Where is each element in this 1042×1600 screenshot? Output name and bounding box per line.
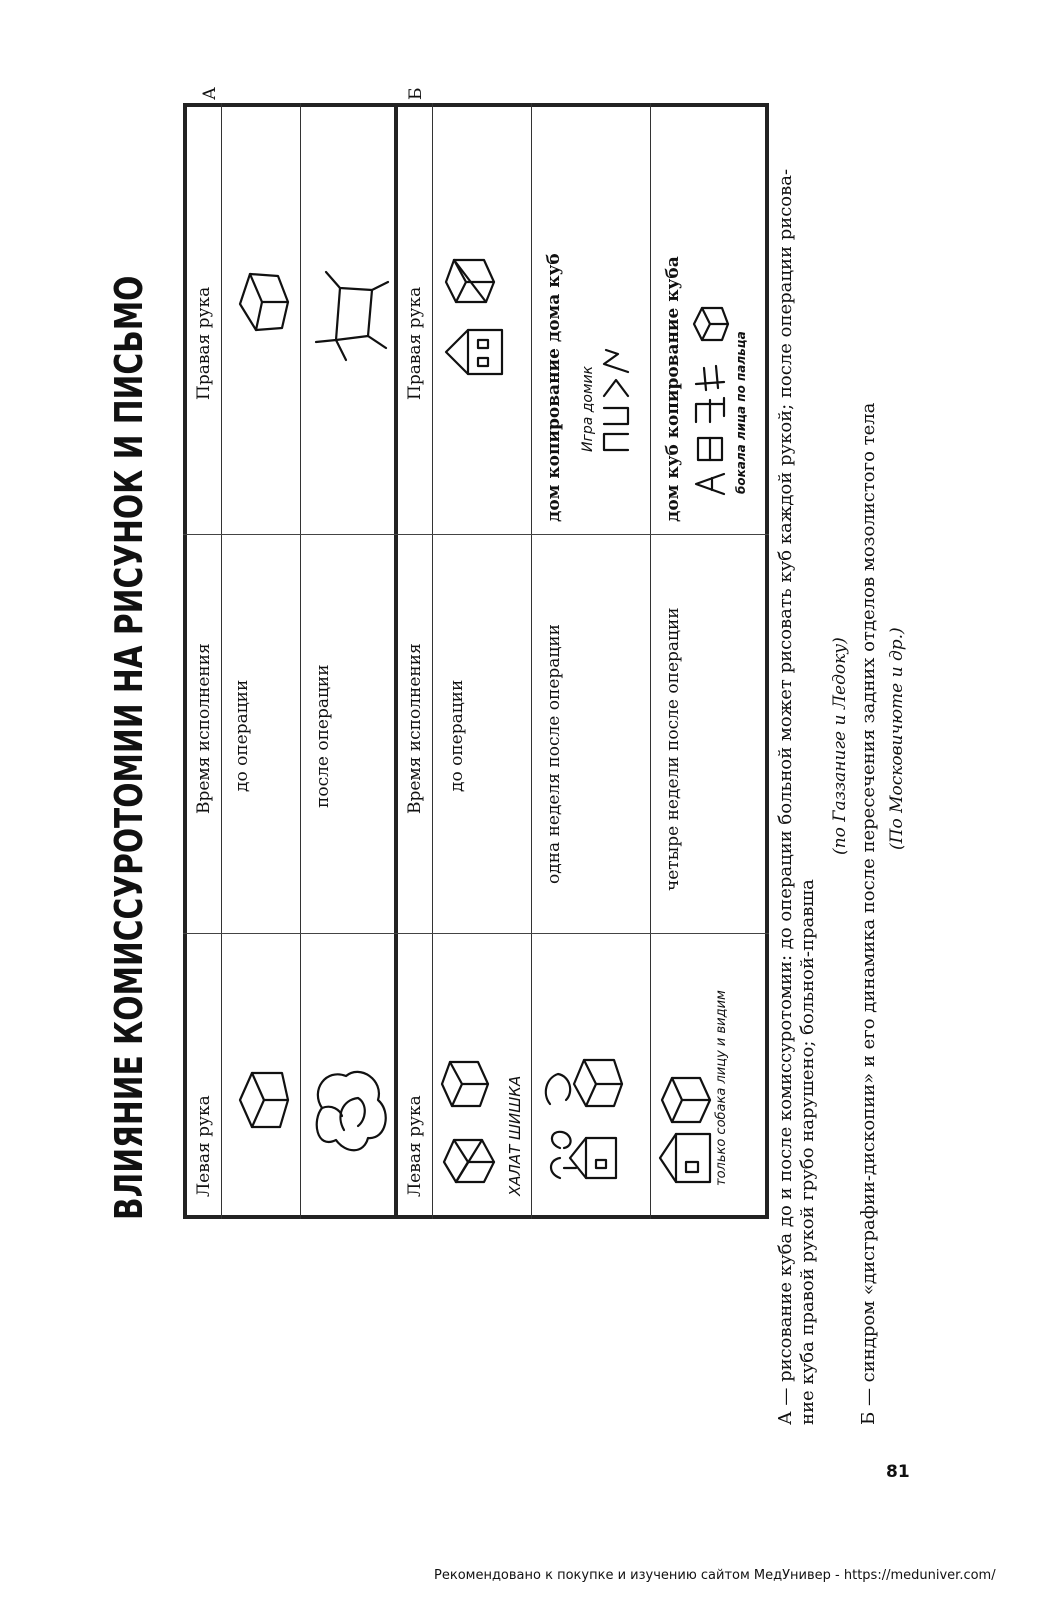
header-left-hand-b: Левая рука <box>405 1095 425 1197</box>
caption-b: Б — синдром «дисграфии-дископии» и его динамика после пересечения задних отделов мозолистого тела <box>858 402 879 1425</box>
header-time-b: Время исполнения <box>405 643 425 814</box>
source-a: (по Газзаниге и Ледоку) <box>830 637 850 855</box>
task-label-row2: дом копирование дома куб <box>544 253 564 522</box>
row-divider <box>650 103 651 1219</box>
column-divider <box>183 933 769 934</box>
task-label-row3: дом куб копирование куба <box>663 256 683 522</box>
house-left-b-four-weeks <box>656 1072 716 1192</box>
header-left-hand: Левая рука <box>194 1095 214 1197</box>
row-b-four-weeks: четыре недели после операции <box>663 607 683 891</box>
row-b-week: одна неделя после операции <box>544 623 564 884</box>
caption-a-line1: А — рисование куба до и после комиссуротомии: до операции больной может рисовать куб каждой рукой; после операции рисова- <box>775 168 796 1425</box>
section-a-label: А <box>200 87 220 100</box>
source-b: (По Московичюте и др.) <box>887 627 907 850</box>
caption-a-line2: ние куба правой рукой грубо нарушено; больной-правша <box>797 879 818 1425</box>
row-a-after: после операции <box>313 664 333 808</box>
cube-drawing-left-before <box>232 1065 292 1135</box>
row-divider <box>300 103 301 1219</box>
cube-drawing-right-after <box>306 260 390 370</box>
footer-note: Рекомендовано к покупке и изучению сайтом МедУнивер - https://meduniver.com/ <box>434 1568 996 1583</box>
row-divider <box>432 103 433 1219</box>
cube-drawing-right-before <box>232 266 292 336</box>
row-divider <box>531 103 532 1219</box>
scrawl-right-b-week <box>598 344 632 454</box>
row-a-before: до операции <box>232 679 252 792</box>
header-time: Время исполнения <box>194 643 214 814</box>
page-number: 81 <box>886 1462 910 1482</box>
symbols-right-b-four-weeks <box>690 300 730 500</box>
handwriting-igra: Игра домик <box>580 365 596 452</box>
cube-drawings-left-b-before <box>438 1052 502 1192</box>
house-cube-left-b-week <box>540 1048 624 1188</box>
house-cube-right-b-before <box>440 252 510 382</box>
row-b-before: до операции <box>447 679 467 792</box>
handwriting-bokala: бокала лица по пальца <box>734 331 748 494</box>
page-title: ВЛИЯНИЕ КОМИССУРОТОМИИ НА РИСУНОК И ПИСЬМО <box>107 275 151 1220</box>
cube-drawing-left-after <box>306 1060 392 1160</box>
header-right-hand-b: Правая рука <box>405 286 425 400</box>
handwriting-tolko: только собака лицу и видим <box>714 990 729 1186</box>
section-divider <box>394 103 398 1219</box>
row-divider <box>221 103 222 1219</box>
section-b-label: Б <box>406 87 426 100</box>
column-divider <box>183 534 769 535</box>
header-right-hand: Правая рука <box>194 286 214 400</box>
handwriting-khalat: ХАЛАТ ШИШКА <box>506 1075 524 1196</box>
